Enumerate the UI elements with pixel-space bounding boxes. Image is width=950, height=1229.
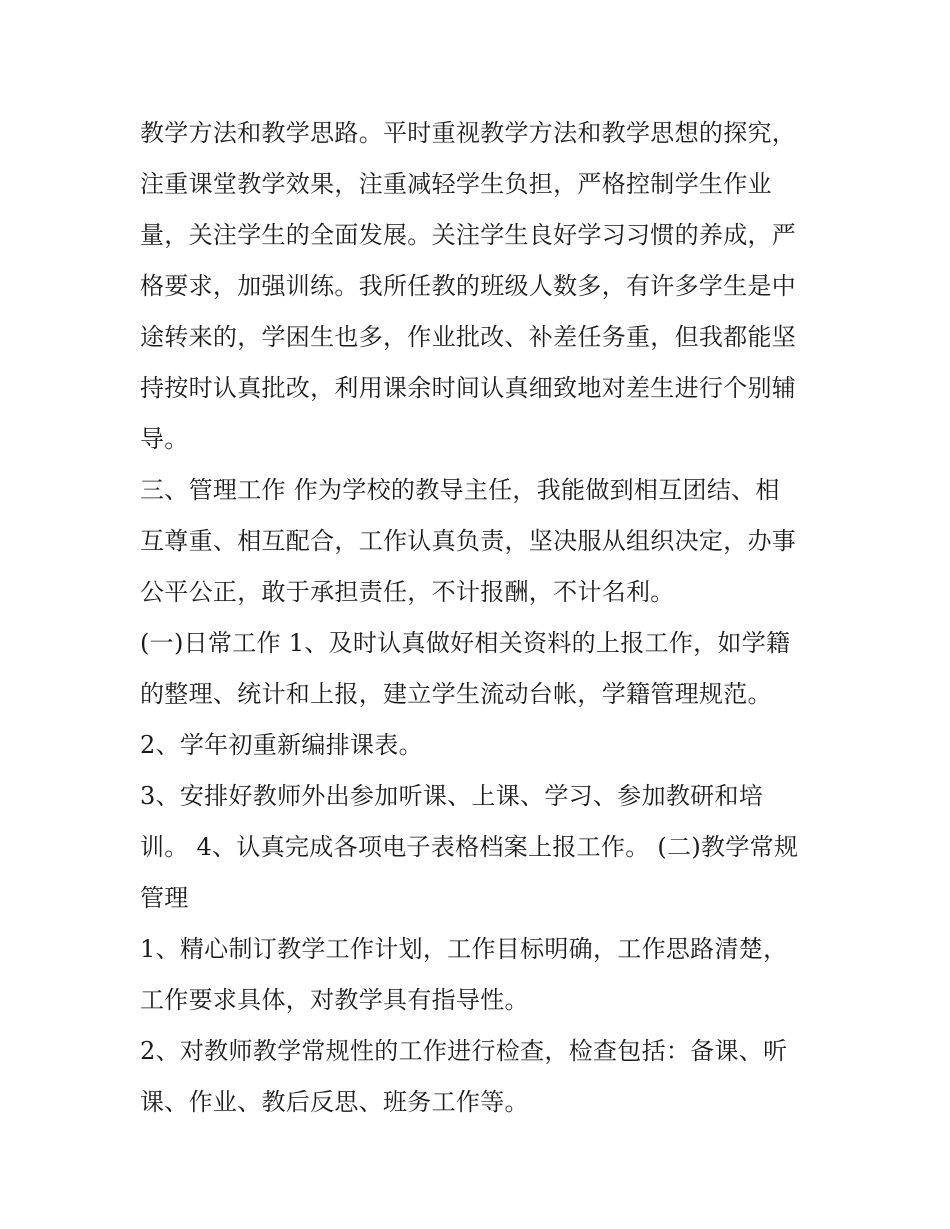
text-line: 互尊重、相互配合，工作认真负责，坚决服从组织决定，办事 [140,527,797,555]
text-line: 格要求，加强训练。我所任教的班级人数多，有许多学生是中 [140,272,797,300]
text-line: 途转来的，学困生也多，作业批改、补差任务重，但我都能坚 [140,323,797,351]
section-heading-line: 三、管理工作 作为学校的教导主任，我能做到相互团结、相 [140,476,780,504]
subsection-heading-line: (一)日常工作 1、及时认真做好相关资料的上报工作，如学籍 [140,629,791,657]
text-line: 教学方法和教学思路。平时重视教学方法和教学思想的探究， [140,119,797,147]
list-item: 1、精心制订教学工作计划，工作目标明确，工作思路清楚， [140,935,788,963]
text-line: 管理 [140,884,189,912]
list-item: 3、安排好教师外出参加听课、上课、学习、参加教研和培 [140,782,764,810]
text-line: 导。 [140,425,189,453]
text-line: 课、作业、教后反思、班务工作等。 [140,1088,529,1116]
text-line: 的整理、统计和上报，建立学生流动台帐，学籍管理规范。 [140,680,772,708]
list-item: 2、学年初重新编排课表。 [140,731,423,759]
list-item: 2、对教师教学常规性的工作进行检查，检查包括：备课、听 [140,1037,788,1065]
text-line: 持按时认真批改，利用课余时间认真细致地对差生进行个别辅 [140,374,797,402]
text-line: 工作要求具体，对教学具有指导性。 [140,986,529,1014]
text-line: 注重课堂教学效果，注重减轻学生负担，严格控制学生作业 [140,170,772,198]
document-body [140,108,830,1128]
text-line: 训。 4、认真完成各项电子表格档案上报工作。 (二)教学常规 [140,833,799,861]
text-line: 公平公正，敢于承担责任，不计报酬，不计名利。 [140,578,675,606]
text-line: 量，关注学生的全面发展。关注学生良好学习习惯的养成，严 [140,221,797,249]
